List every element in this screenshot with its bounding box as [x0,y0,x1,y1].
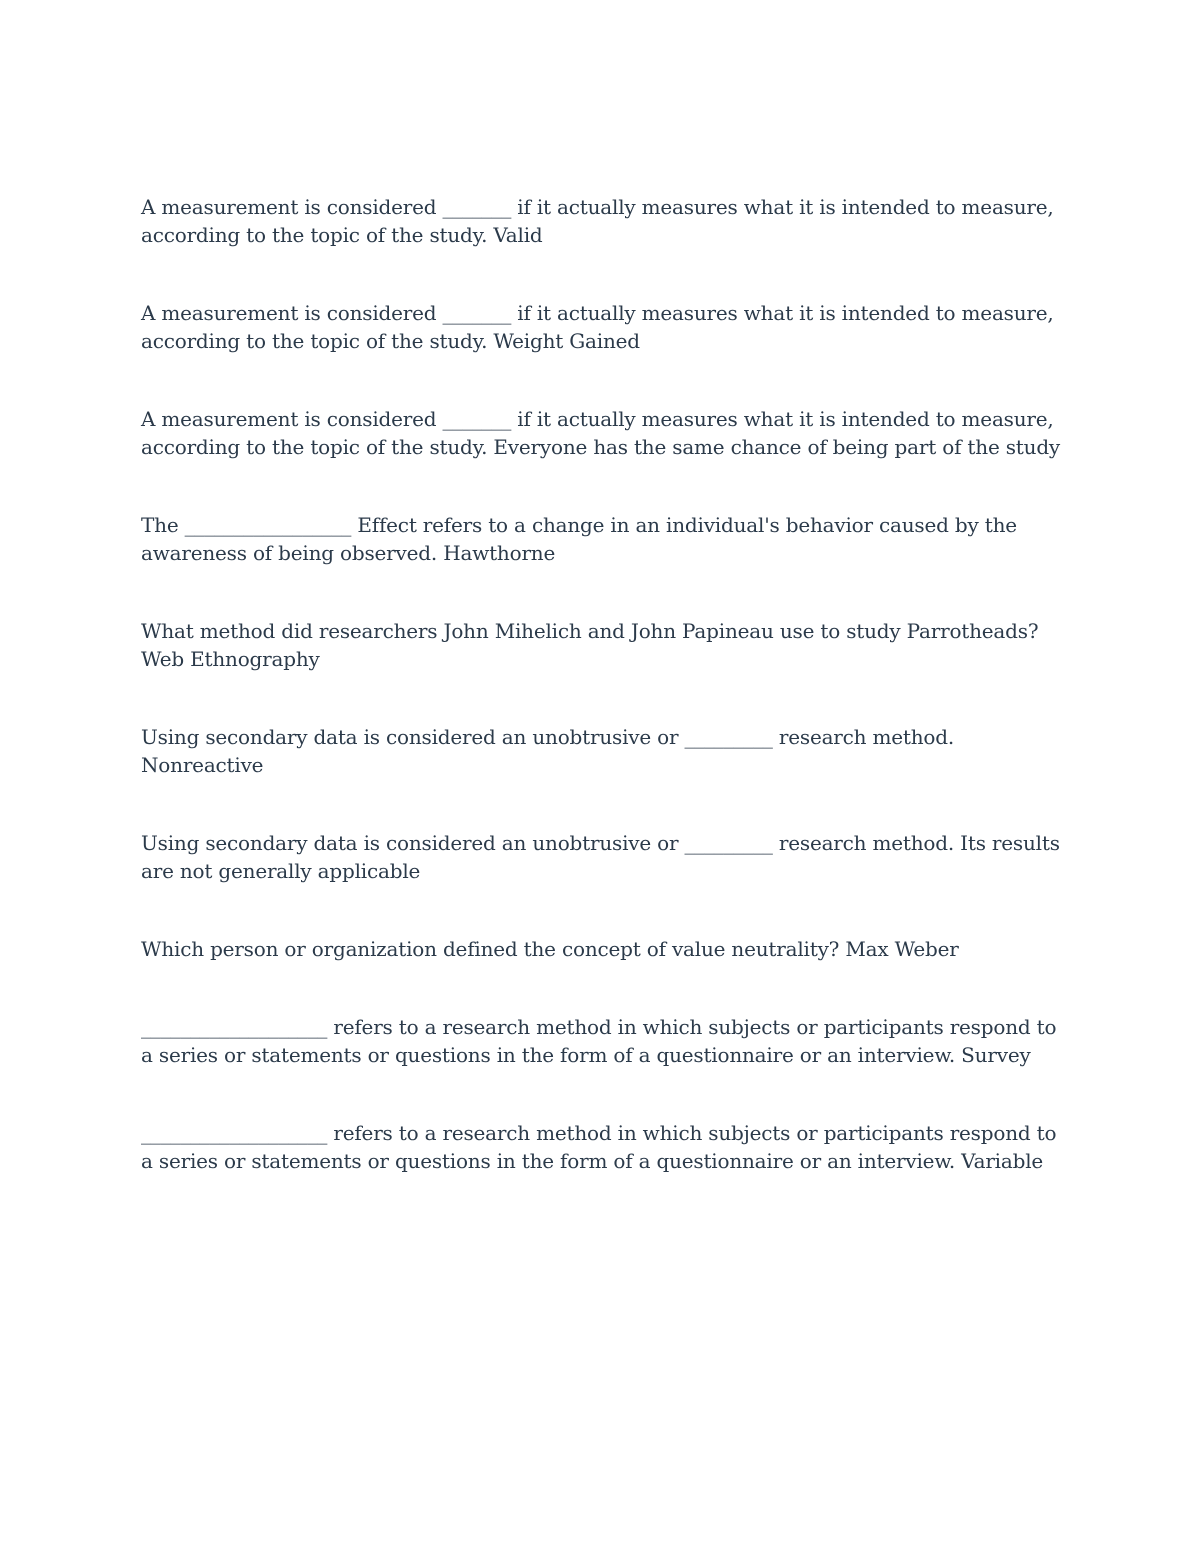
document-body [141,193,1071,1225]
paragraph-7: Using secondary data is considered an unobtrusive or _________ research method. Its results are not generally applicable [141,831,1060,883]
paragraph-4: The _________________ Effect refers to a change in an individual's behavior caused by the awareness of being observed. Hawthorne [141,513,1017,565]
paragraph-6: Using secondary data is considered an unobtrusive or _________ research method. Nonreactive [141,725,955,777]
paragraph-9: ___________________ refers to a research method in which subjects or participants respond to a series or statements or questions in the form of a questionnaire or an interview. Survey [141,1015,1057,1067]
paragraph-3: A measurement is considered _______ if it actually measures what it is intended to measure, according to the topic of the study. Everyone has the same chance of being part of the study [141,407,1061,459]
paragraph-2: A measurement is considered _______ if it actually measures what it is intended to measure, according to the topic of the study. Weight Gained [141,301,1054,353]
paragraph-1: A measurement is considered _______ if it actually measures what it is intended to measure, according to the topic of the study. Valid [141,195,1054,247]
paragraph-8: Which person or organization defined the concept of value neutrality? Max Weber [141,937,959,961]
paragraph-5: What method did researchers John Mihelich and John Papineau use to study Parrotheads? Web Ethnography [141,619,1039,671]
paragraph-10: ___________________ refers to a research method in which subjects or participants respond to a series or statements or questions in the form of a questionnaire or an interview. Variable [141,1121,1057,1173]
